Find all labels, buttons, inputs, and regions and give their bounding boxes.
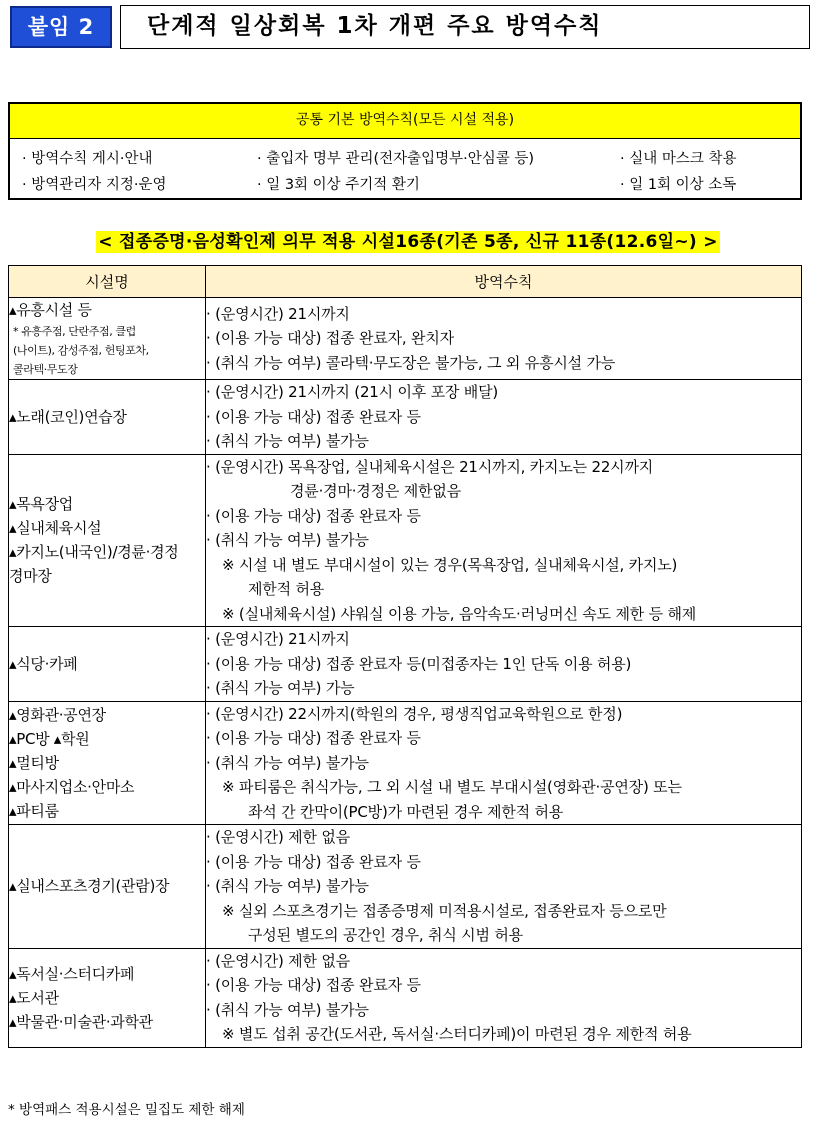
rule-line: 경륜·경마·경정은 제한없음 bbox=[290, 482, 461, 500]
rule-line: 좌석 간 칸막이(PC방)가 마련된 경우 제한적 허용 bbox=[248, 802, 564, 821]
rules-cell bbox=[206, 380, 802, 455]
rule-line: · (이용 가능 대상) 접종 완료자 등(미접종자는 1인 단독 이용 허용) bbox=[206, 654, 632, 673]
rule-line: · (운영시간) 22시까지(학원의 경우, 평생직업교육학원으로 한정) bbox=[206, 704, 623, 723]
rule-line: · (취식 가능 여부) 불가능 bbox=[206, 753, 369, 772]
facility-cell bbox=[9, 627, 206, 702]
rule-line: 구성된 별도의 공간인 경우, 취식 시범 허용 bbox=[248, 926, 523, 944]
table-row bbox=[9, 825, 802, 949]
facility-name: ▴실내체육시설 bbox=[9, 519, 102, 538]
facility-name: ▴식당·카페 bbox=[9, 654, 78, 673]
facility-name: ▴영화관·공연장 bbox=[9, 705, 106, 724]
rule-line: · (취식 가능 여부) 불가능 bbox=[206, 432, 369, 450]
rule-line: · (운영시간) 21시까지 bbox=[206, 304, 350, 323]
table-row bbox=[9, 701, 802, 825]
facility-note: * 유흥주점, 단란주점, 클럽 bbox=[13, 325, 136, 338]
page-title: 단계적 일상회복 1차 개편 주요 방역수칙 bbox=[120, 5, 810, 49]
rule-line: · (이용 가능 대상) 접종 완료자 등 bbox=[206, 407, 421, 426]
attachment-badge: 붙임 2 bbox=[10, 6, 112, 48]
facility-name: ▴도서관 bbox=[9, 988, 59, 1007]
facility-cell bbox=[9, 825, 206, 949]
facility-name: ▴카지노(내국인)/경륜·경정 bbox=[9, 543, 179, 562]
rules-cell bbox=[206, 825, 802, 949]
facility-cell bbox=[9, 454, 206, 627]
common-rule-item: · 일 1회 이상 소독 bbox=[620, 177, 737, 193]
facility-note: (나이트), 감성주점, 헌팅포차, bbox=[13, 344, 149, 357]
facility-rules-table bbox=[8, 265, 802, 1048]
rule-line: · (취식 가능 여부) 불가능 bbox=[206, 877, 369, 895]
rule-line: · (이용 가능 대상) 접종 완료자 등 bbox=[206, 729, 421, 747]
rule-line: · (취식 가능 여부) 불가능 bbox=[206, 1000, 369, 1019]
table-row bbox=[9, 454, 802, 627]
rule-line: 제한적 허용 bbox=[248, 580, 325, 598]
rule-line: ※ 파티룸은 취식가능, 그 외 시설 내 별도 부대시설(영화관·공연장) 또는 bbox=[222, 778, 682, 796]
rule-line: · (취식 가능 여부) 불가능 bbox=[206, 531, 369, 549]
common-rule-item: · 방역수칙 게시·안내 bbox=[22, 151, 153, 167]
common-rules-list bbox=[10, 139, 800, 199]
facility-cell bbox=[9, 298, 206, 380]
table-header-row bbox=[9, 266, 802, 298]
section-subtitle bbox=[0, 227, 816, 252]
facility-name: 경마장 bbox=[9, 567, 52, 586]
rule-line: · (취식 가능 여부) 콜라텍·무도장은 불가능, 그 외 유흥시설 가능 bbox=[206, 353, 616, 372]
rules-cell bbox=[206, 298, 802, 380]
rule-line: · (운영시간) 제한 없음 bbox=[206, 828, 350, 846]
facility-name: ▴PC방 ▴학원 bbox=[9, 729, 90, 748]
facility-cell bbox=[9, 380, 206, 455]
facility-cell bbox=[9, 701, 206, 825]
rule-line: · (이용 가능 대상) 접종 완료자, 완치자 bbox=[206, 329, 454, 348]
rule-line: · (취식 가능 여부) 가능 bbox=[206, 679, 355, 697]
facility-name: ▴박물관·미술관·과학관 bbox=[9, 1012, 153, 1031]
common-rule-item: · 일 3회 이상 주기적 환기 bbox=[257, 177, 420, 193]
footnote: * 방역패스 적용시설은 밀집도 제한 해제 bbox=[8, 1102, 245, 1118]
table-row bbox=[9, 298, 802, 380]
facility-name: ▴목욕장업 bbox=[9, 495, 73, 514]
rule-line: · (이용 가능 대상) 접종 완료자 등 bbox=[206, 976, 421, 994]
table-row bbox=[9, 948, 802, 1047]
rule-line: · (운영시간) 21시까지 bbox=[206, 630, 350, 648]
common-rule-item: · 방역관리자 지정·운영 bbox=[22, 177, 167, 193]
table-row bbox=[9, 627, 802, 702]
header-rules: 방역수칙 bbox=[206, 266, 802, 298]
table-row bbox=[9, 380, 802, 455]
facility-name: ▴유흥시설 등 bbox=[9, 301, 92, 319]
rules-cell bbox=[206, 948, 802, 1047]
rule-line: · (이용 가능 대상) 접종 완료자 등 bbox=[206, 852, 421, 871]
rules-cell bbox=[206, 454, 802, 627]
facility-name: ▴실내스포츠경기(관람)장 bbox=[9, 877, 170, 896]
rule-line: ※ 별도 섭취 공간(도서관, 독서실·스터디카페)이 마련된 경우 제한적 허용 bbox=[222, 1025, 692, 1043]
common-rule-item: · 출입자 명부 관리(전자출입명부·안심콜 등) bbox=[257, 151, 535, 167]
common-rules-box bbox=[8, 102, 802, 200]
facility-name: ▴파티룸 bbox=[9, 801, 59, 820]
facility-name: ▴노래(코인)연습장 bbox=[9, 407, 127, 426]
rules-cell bbox=[206, 627, 802, 702]
facility-note: 콜라텍·무도장 bbox=[13, 363, 78, 376]
rule-line: ※ (실내체육시설) 샤워실 이용 가능, 음악속도·러닝머신 속도 제한 등 해제 bbox=[222, 604, 697, 623]
common-rule-item: · 실내 마스크 착용 bbox=[620, 151, 737, 167]
rule-line: ※ 실외 스포츠경기는 접종증명제 미적용시설로, 접종완료자 등으로만 bbox=[222, 901, 667, 920]
rule-line: ※ 시설 내 별도 부대시설이 있는 경우(목욕장업, 실내체육시설, 카지노) bbox=[222, 555, 678, 574]
rule-line: · (운영시간) 21시까지 (21시 이후 포장 배달) bbox=[206, 383, 499, 401]
facility-cell bbox=[9, 948, 206, 1047]
rule-line: · (운영시간) 제한 없음 bbox=[206, 951, 350, 970]
rules-cell bbox=[206, 701, 802, 825]
rule-line: · (운영시간) 목욕장업, 실내체육시설은 21시까지, 카지노는 22시까지 bbox=[206, 457, 654, 476]
section-subtitle-text: < 접종증명·음성확인제 의무 적용 시설16종(기존 5종, 신규 11종(12.6일~) > bbox=[98, 232, 718, 252]
facility-name: ▴마사지업소·안마소 bbox=[9, 777, 135, 796]
header-facility: 시설명 bbox=[9, 266, 206, 298]
common-rules-heading: 공통 기본 방역수칙(모든 시설 적용) bbox=[10, 104, 800, 139]
facility-name: ▴독서실·스터디카페 bbox=[9, 964, 135, 983]
facility-name: ▴멀티방 bbox=[9, 753, 59, 772]
rule-line: · (이용 가능 대상) 접종 완료자 등 bbox=[206, 506, 421, 525]
